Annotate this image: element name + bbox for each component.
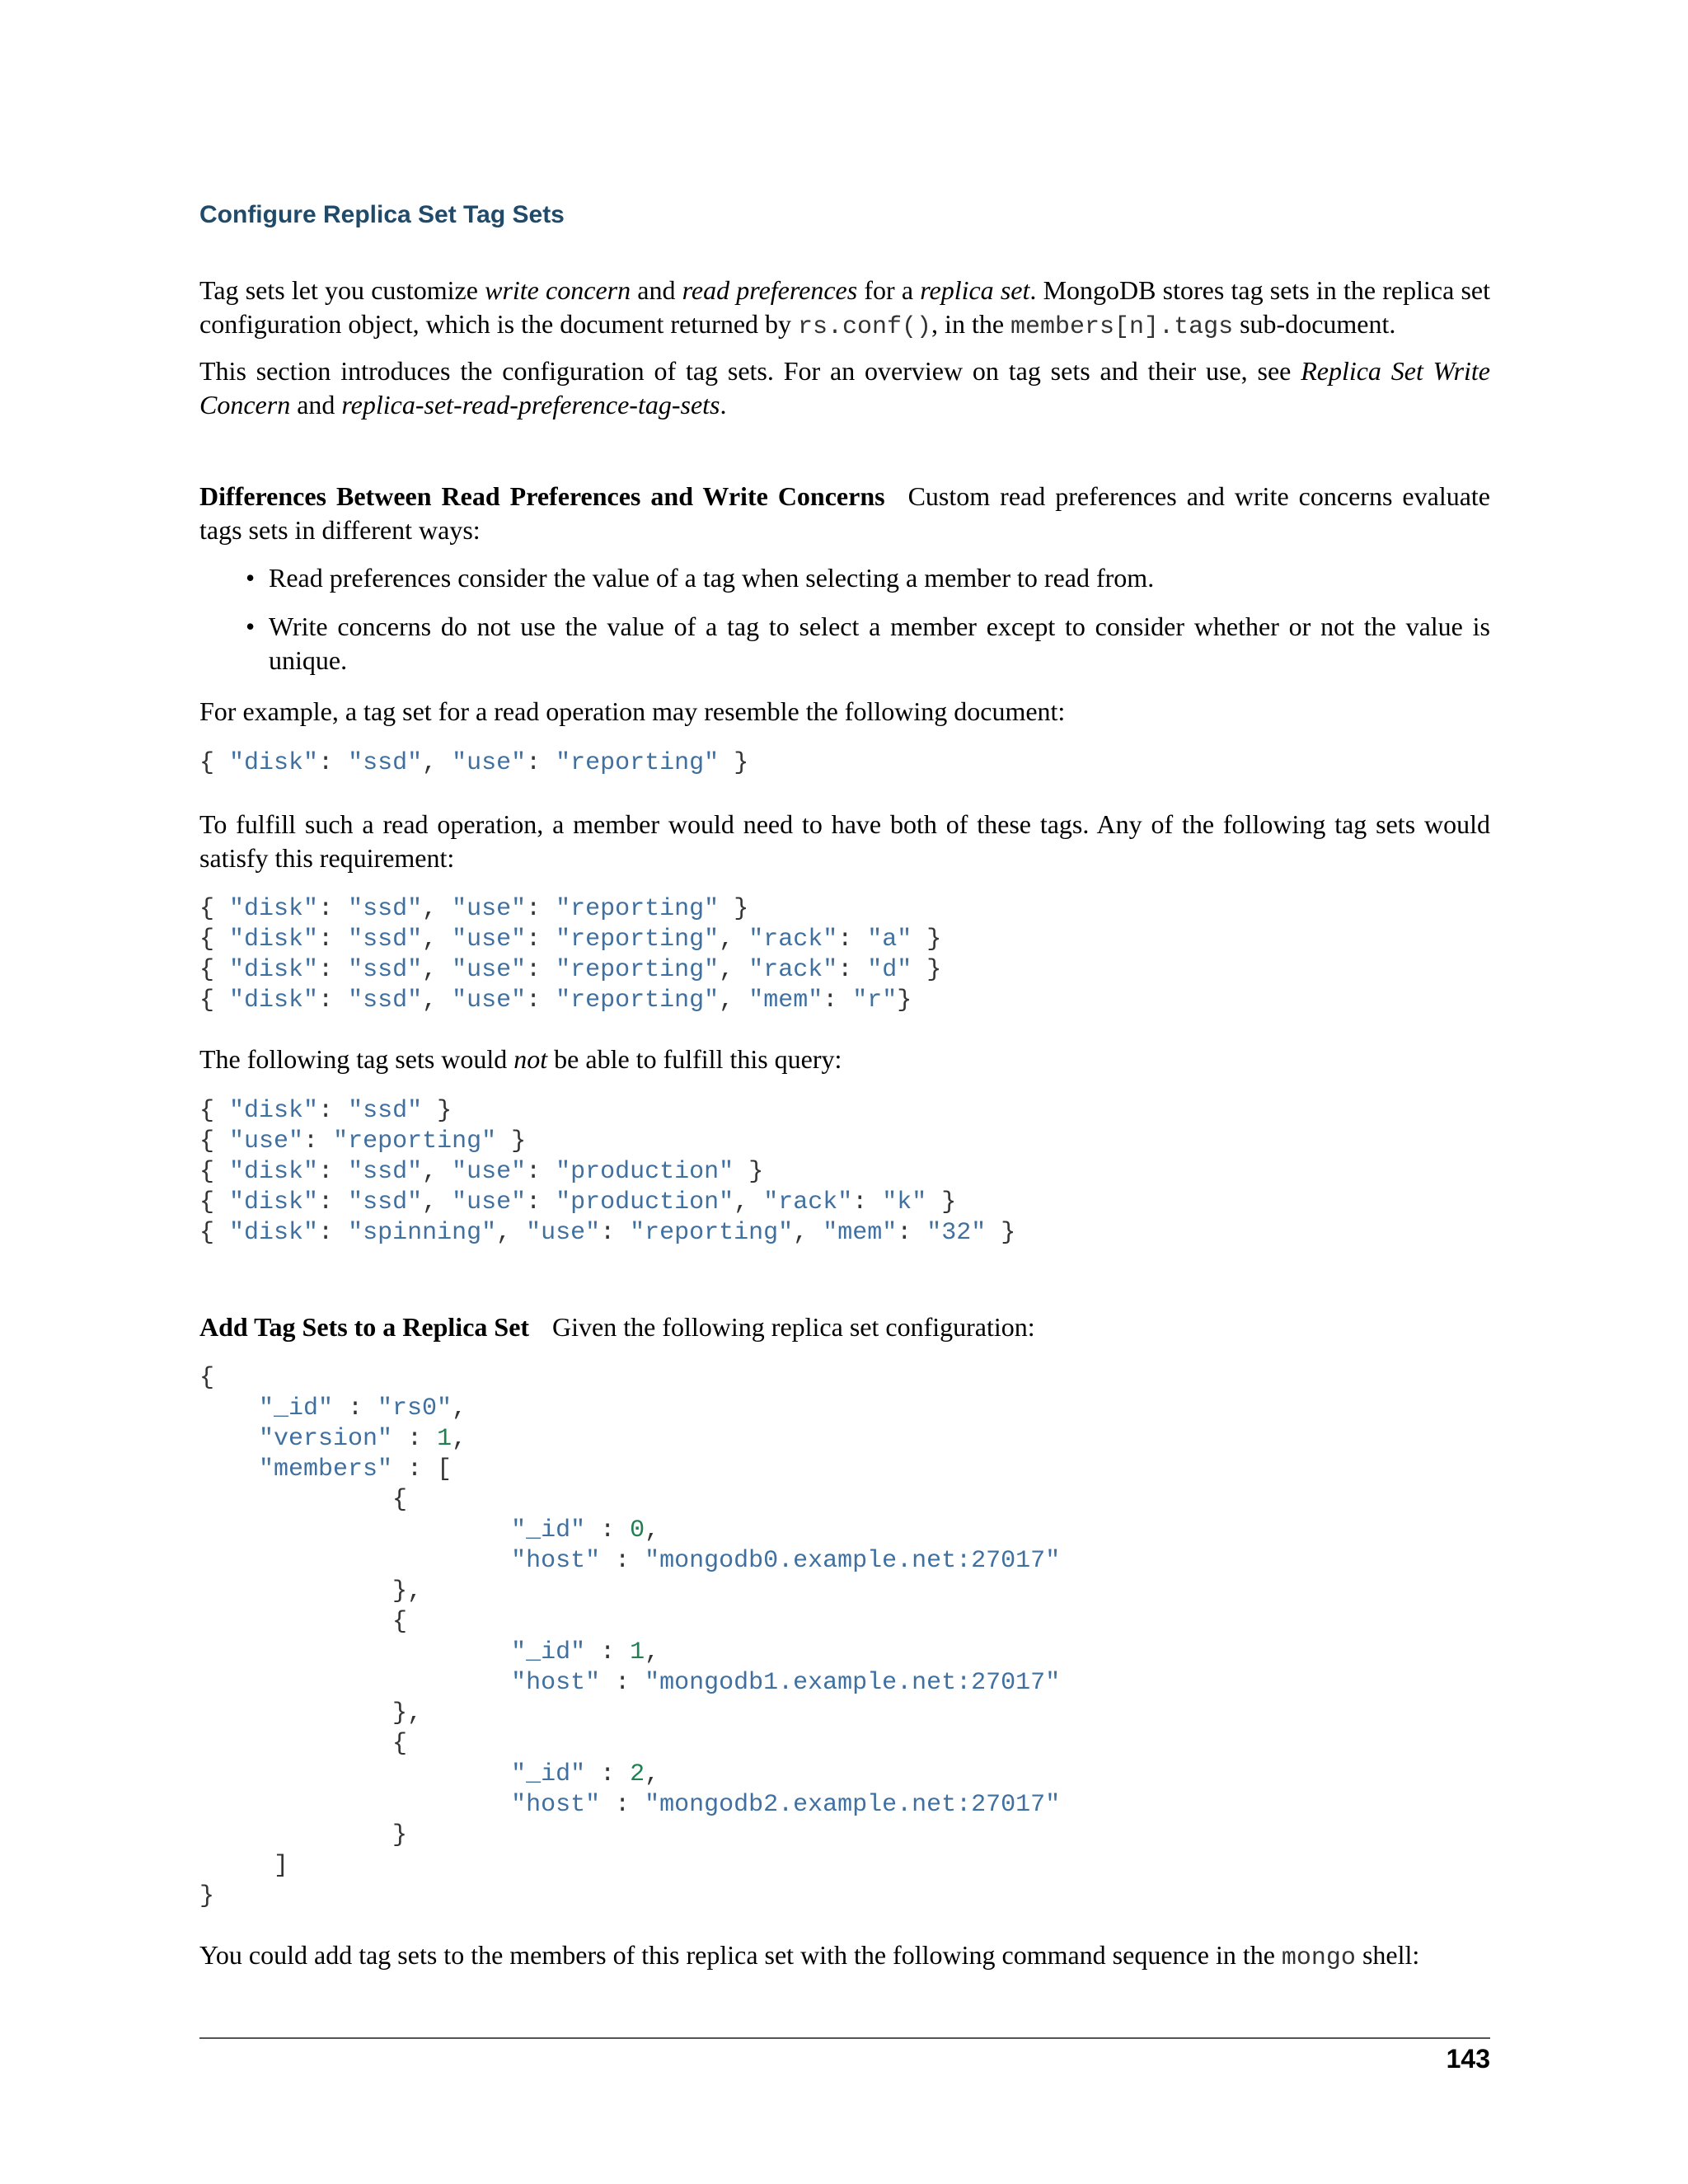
page-number: 143 xyxy=(1446,2044,1490,2074)
code-rs-conf[interactable]: rs.conf() xyxy=(798,313,932,341)
list-item: • Write concerns do not use the value of a tag to select a member except to consider whether or not the value is unique. xyxy=(246,612,1490,675)
differences-runin-heading: Differences Between Read Preferences and Write Concerns xyxy=(199,481,885,511)
code-block-read-tag-set: { "disk": "ssd", "use": "reporting" } xyxy=(199,749,749,777)
link-replica-set[interactable]: replica set xyxy=(920,275,1030,305)
add-tags-paragraph: Add Tag Sets to a Replica Set Given the following replica set configuration: xyxy=(199,1312,1035,1342)
list-item: • Read preferences consider the value of a tag when selecting a member to read from. xyxy=(199,561,1490,595)
closing-paragraph: You could add tag sets to the members of this replica set with the following command sequence in the mongo shell: xyxy=(199,1940,1420,1972)
intro-paragraph-1: Tag sets let you customize write concern and read preferences for a replica set. MongoDB stores tag sets in the replica set configuration object, which is the document returned by rs.conf(), in the members[n].tags sub-document. xyxy=(199,275,1490,341)
link-read-preference-tag-sets[interactable]: replica-set-read-preference-tag-sets xyxy=(341,390,720,419)
intro-paragraph-2: This section introduces the configuration of tag sets. For an overview on tag sets and their use, see Replica Set Write Concern and replica-set-read-preference-tag-sets. xyxy=(199,356,1491,419)
code-mongo-shell[interactable]: mongo xyxy=(1281,1944,1356,1972)
differences-paragraph: Differences Between Read Preferences and Write Concerns Custom read preferences and write concerns evaluate tags sets in different ways: xyxy=(199,481,1490,545)
code-block-replica-config: { "_id" : "rs0", "version" : 1, "members" : [ { "_id" : 0, "host" : "mongodb0.example.net:27017" }, { "_id" : 1, "host" : "mongodb1.example.net:27017" }, { "_id" : 2, "host" : "mongodb2.example.net:27017" } ] } xyxy=(199,1364,1061,1910)
code-members-tags[interactable]: members[n].tags xyxy=(1010,313,1234,341)
section-heading: Configure Replica Set Tag Sets xyxy=(199,201,565,228)
footer-divider xyxy=(199,2037,1490,2039)
code-block-satisfying-tag-sets: { "disk": "ssd", "use": "reporting" } { "disk": "ssd", "use": "reporting", "rack": "a" } { "disk": "ssd", "use": "reporting", "rack": "d" } { "disk": "ssd", "use": "reporting", "mem": "r"} xyxy=(199,895,942,1015)
code-block-failing-tag-sets: { "disk": "ssd" } { "use": "reporting" } { "disk": "ssd", "use": "production" } { "disk": "ssd", "use": "production", "rack": "k" } { "disk": "spinning", "use": "reporting", "mem": "32" } xyxy=(199,1097,1016,1247)
link-write-concern[interactable]: write concern xyxy=(485,275,631,305)
add-tags-runin-heading: Add Tag Sets to a Replica Set xyxy=(199,1312,530,1342)
fulfill-paragraph: To fulfill such a read operation, a member would need to have both of these tags. Any of the following tag sets would satisfy this requirement: xyxy=(199,809,1490,873)
link-replica-set-write-concern[interactable]: Replica Set Write Concern xyxy=(199,356,1491,419)
link-read-preferences[interactable]: read preferences xyxy=(682,275,858,305)
bullet-icon: • xyxy=(246,563,256,593)
differences-bullet-list xyxy=(199,561,1490,692)
not-fulfill-paragraph: The following tag sets would not be able to fulfill this query: xyxy=(199,1044,842,1074)
bullet-icon: • xyxy=(246,612,256,641)
example-intro-paragraph: For example, a tag set for a read operation may resemble the following document: xyxy=(199,696,1066,726)
